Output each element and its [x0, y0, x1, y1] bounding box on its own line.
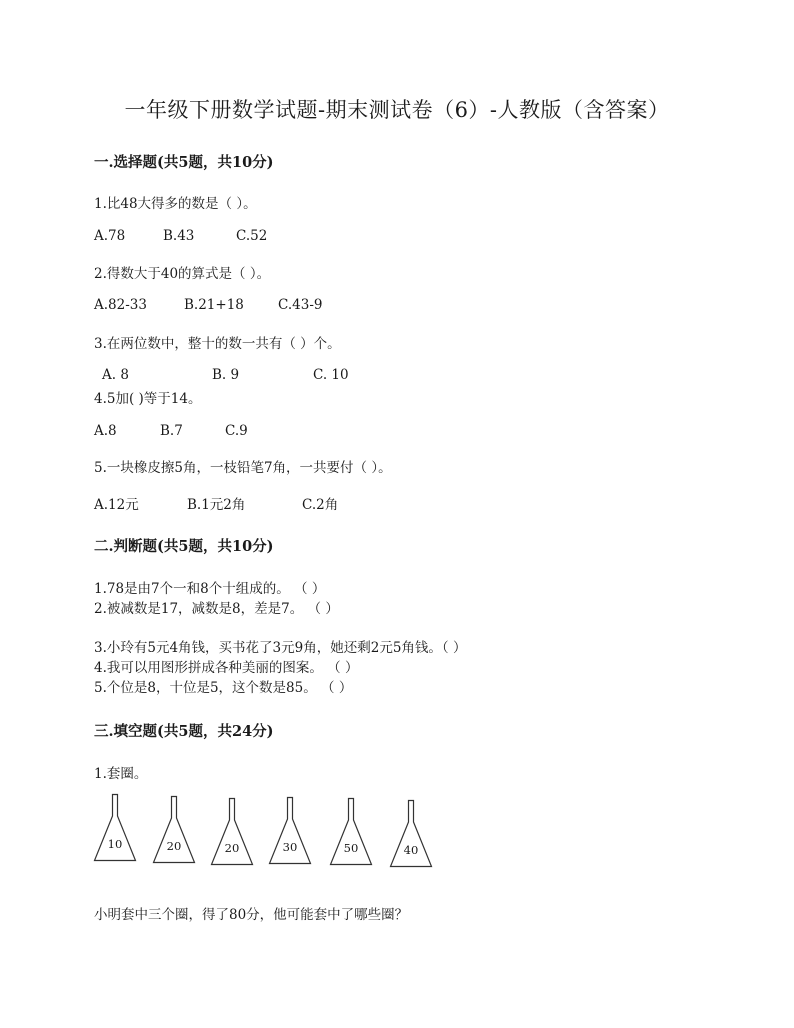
ring-stand — [268, 797, 312, 865]
question-2: 2.得数大于40的算式是（ ）。 — [94, 266, 271, 282]
option-c: C.52 — [236, 228, 268, 244]
option-c: C.2角 — [302, 497, 339, 513]
question-1: 1.比48大得多的数是（ ）。 — [94, 196, 257, 212]
ring-stand — [389, 800, 433, 868]
option-a: A.82-33 — [94, 297, 147, 313]
option-c: C. 10 — [313, 367, 349, 383]
ring-stand — [210, 798, 254, 866]
ring-value: 20 — [224, 841, 240, 855]
page-title: 一年级下册数学试题-期末测试卷（6）-人教版（含答案） — [124, 98, 670, 122]
ring-stand — [152, 796, 196, 864]
option-b: B. 9 — [212, 367, 240, 383]
option-b: B.43 — [163, 228, 195, 244]
question-5: 5.一块橡皮擦5角，一枝铅笔7角，一共要付（ ）。 — [94, 460, 392, 476]
judgement-item: 1.78是由7个一和8个十组成的。 （ ） — [94, 581, 326, 597]
option-a: A.12元 — [94, 497, 139, 513]
section-heading-choice: 一.选择题(共5题，共10分) — [94, 154, 274, 171]
ring-toss-question: 小明套中三个圈，得了80分，他可能套中了哪些圈？ — [94, 907, 409, 923]
judgement-item: 5.个位是8，十位是5，这个数是85。 （ ） — [94, 680, 353, 696]
ring-value: 10 — [107, 837, 123, 851]
option-b: B.1元2角 — [187, 497, 246, 513]
section-heading-judgement: 二.判断题(共5题，共10分) — [94, 538, 274, 555]
option-b: B.7 — [160, 423, 183, 439]
question-ring-toss: 1.套圈。 — [94, 766, 148, 782]
judgement-item: 2.被减数是17，减数是8，差是7。 （ ） — [94, 601, 339, 617]
option-a: A.8 — [94, 423, 117, 439]
option-b: B.21+18 — [184, 297, 244, 313]
judgement-item: 4.我可以用图形拼成各种美丽的图案。 （ ） — [94, 660, 359, 676]
ring-value: 40 — [403, 843, 419, 857]
option-c: C.43-9 — [278, 297, 323, 313]
judgement-item: 3.小玲有5元4角钱，买书花了3元9角，她还剩2元5角钱。（ ） — [94, 640, 467, 656]
option-c: C.9 — [225, 423, 248, 439]
ring-value: 30 — [282, 840, 298, 854]
question-3: 3.在两位数中，整十的数一共有（ ）个。 — [94, 336, 341, 352]
ring-stand — [93, 794, 137, 862]
option-a: A.78 — [94, 228, 126, 244]
ring-stand — [329, 798, 373, 866]
section-heading-fill-blank: 三.填空题(共5题，共24分) — [94, 723, 274, 740]
ring-value: 20 — [166, 839, 182, 853]
ring-value: 50 — [343, 841, 359, 855]
question-4: 4.5加( )等于14。 — [94, 391, 202, 407]
option-a: A. 8 — [102, 367, 129, 383]
